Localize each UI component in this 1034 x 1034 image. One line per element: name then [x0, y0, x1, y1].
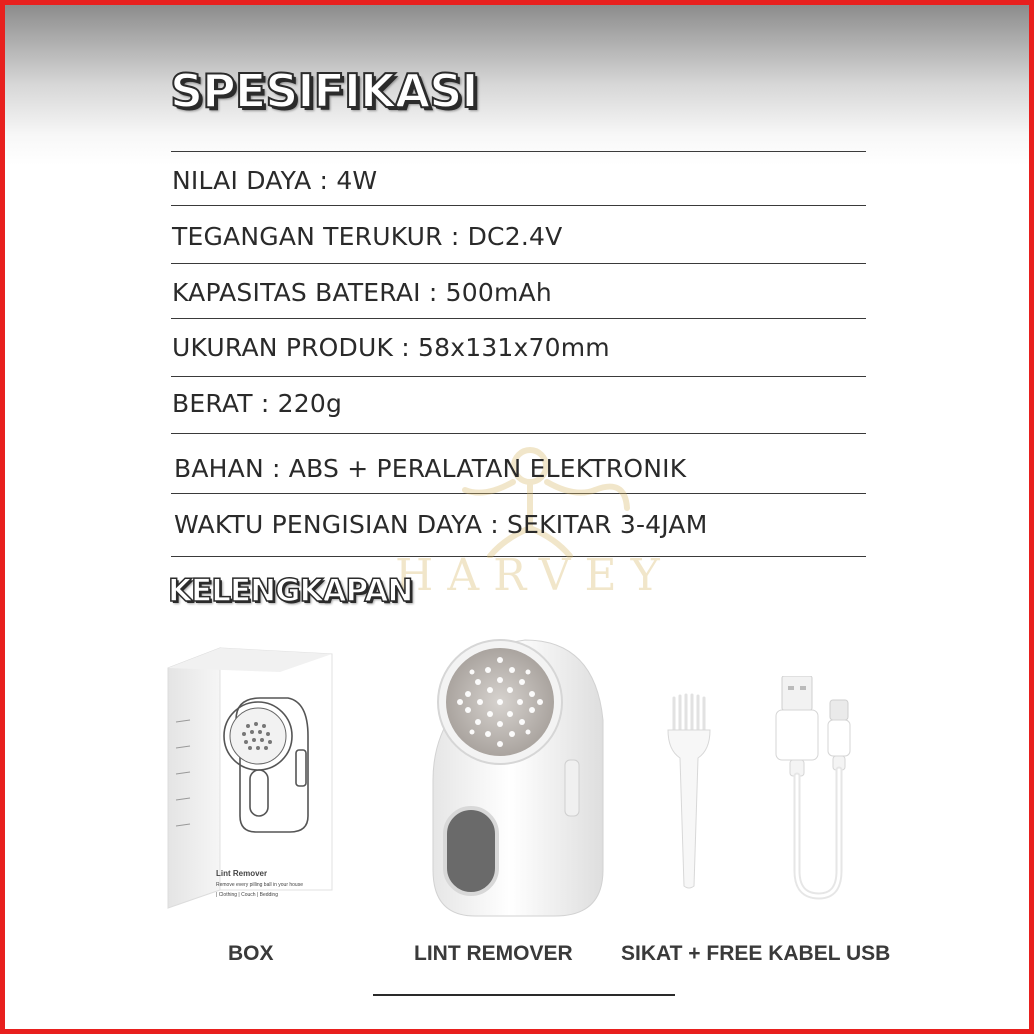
spec-divider	[171, 318, 866, 319]
box-uses: | Clothing | Couch | Bedding	[216, 892, 278, 898]
accessories-title: KELENGKAPAN	[168, 573, 413, 609]
spec-row-power: NILAI DAYA : 4W	[172, 166, 378, 195]
spec-row-weight: BERAT : 220g	[172, 389, 343, 418]
spec-divider	[171, 433, 866, 434]
usb-cable-image	[770, 676, 870, 906]
spec-divider	[171, 205, 866, 206]
caption-brush-usb: SIKAT + FREE KABEL USB	[621, 942, 891, 965]
box-product-name: Lint Remover	[216, 869, 268, 878]
spec-row-material: BAHAN : ABS + PERALATAN ELEKTRONIK	[174, 454, 687, 483]
lint-remover-image	[415, 630, 615, 920]
watermark-text: HARVEY	[395, 550, 674, 601]
spec-row-charging: WAKTU PENGISIAN DAYA : SEKITAR 3-4JAM	[174, 510, 708, 539]
spec-row-size: UKURAN PRODUK : 58x131x70mm	[172, 333, 610, 362]
spec-row-voltage: TEGANGAN TERUKUR : DC2.4V	[172, 222, 563, 251]
box-tagline: Remove every pilling ball in your house	[216, 882, 303, 888]
spec-divider	[171, 556, 866, 557]
spec-divider	[171, 493, 866, 494]
spec-title: SPESIFIKASI	[170, 64, 478, 118]
brush-image	[660, 690, 720, 890]
spec-divider	[171, 263, 866, 264]
caption-lint-remover: LINT REMOVER	[414, 942, 573, 965]
caption-box: BOX	[228, 942, 274, 965]
spec-divider	[171, 376, 866, 377]
box-image	[160, 640, 340, 910]
spec-row-battery: KAPASITAS BATERAI : 500mAh	[172, 278, 552, 307]
spec-divider	[171, 151, 866, 152]
bottom-divider	[373, 994, 675, 996]
